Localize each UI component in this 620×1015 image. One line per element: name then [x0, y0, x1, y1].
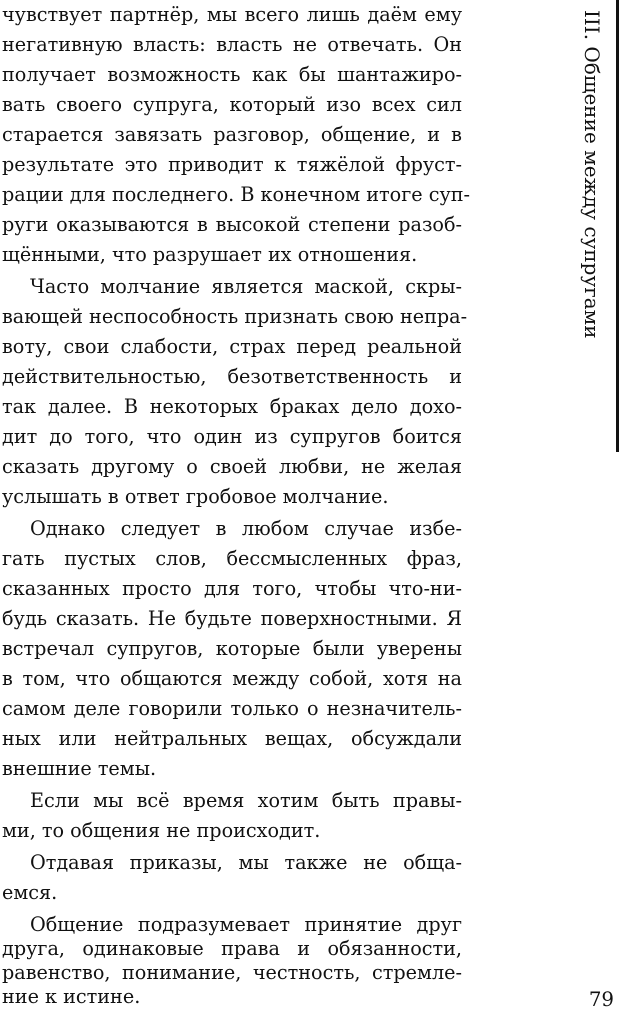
text-line: рации для последнего. В конечном итоге суп-: [2, 183, 471, 206]
text-line: чувствует партнёр, мы всего лишь даём ему: [2, 3, 462, 26]
text-line: равенство, понимание, честность, стремле-: [2, 961, 462, 984]
text-line: друга, одинаковые права и обязанности,: [2, 937, 462, 960]
paragraph-first-line: Однако следует в любом случае избе-: [30, 517, 462, 540]
text-line: ми, то общения не происходит.: [2, 819, 321, 842]
text-line: действительностью, безответственность и: [2, 365, 462, 388]
text-line: услышать в ответ гробовое молчание.: [2, 485, 389, 508]
text-line: ние к истине.: [2, 985, 141, 1008]
vertical-rule: [616, 0, 619, 452]
text-line: дит до того, что один из супругов боится: [2, 425, 462, 448]
text-line: получает возможность как бы шантажиро-: [2, 63, 462, 86]
text-line: сказанных просто для того, чтобы что-ни-: [2, 577, 462, 600]
chapter-title: III. Общение между супругами: [580, 10, 604, 339]
text-line: руги оказываются в высокой степени разоб-: [2, 213, 462, 236]
text-line: в том, что общаются между собой, хотя на: [2, 667, 462, 690]
text-line: вать своего супруга, который изо всех сил: [2, 93, 462, 116]
text-line: самом деле говорили только о незначитель-: [2, 697, 462, 720]
paragraph-first-line: Если мы всё время хотим быть правы-: [30, 789, 462, 812]
text-line: будь сказать. Не будьте поверхностными. Я: [2, 607, 462, 630]
text-line: вающей неспособность признать свою непра-: [2, 305, 468, 328]
paragraph-first-line: Часто молчание является маской, скры-: [30, 275, 462, 298]
running-head: [568, 6, 616, 366]
text-line: гать пустых слов, бессмысленных фраз,: [2, 547, 462, 570]
page-number: 79: [588, 988, 614, 1011]
paragraph-first-line: Отдавая приказы, мы также не обща-: [30, 851, 462, 874]
paragraph-first-line: Общение подразумевает принятие друг: [30, 913, 462, 936]
text-line: воту, свои слабости, страх перед реальной: [2, 335, 462, 358]
text-line: встречал супругов, которые были уверены: [2, 637, 462, 660]
text-line: результате это приводит к тяжёлой фруст-: [2, 153, 462, 176]
text-line: щёнными, что разрушает их отношения.: [2, 243, 418, 266]
text-line: так далее. В некоторых браках дело дохо-: [2, 395, 462, 418]
text-line: емся.: [2, 881, 58, 904]
text-line: старается завязать разговор, общение, и в: [2, 123, 462, 146]
text-line: сказать другому о своей любви, не желая: [2, 455, 462, 478]
text-line: ных или нейтральных вещах, обсуждали: [2, 727, 462, 750]
text-line: внешние темы.: [2, 757, 157, 780]
text-line: негативную власть: власть не отвечать. Он: [2, 33, 462, 56]
